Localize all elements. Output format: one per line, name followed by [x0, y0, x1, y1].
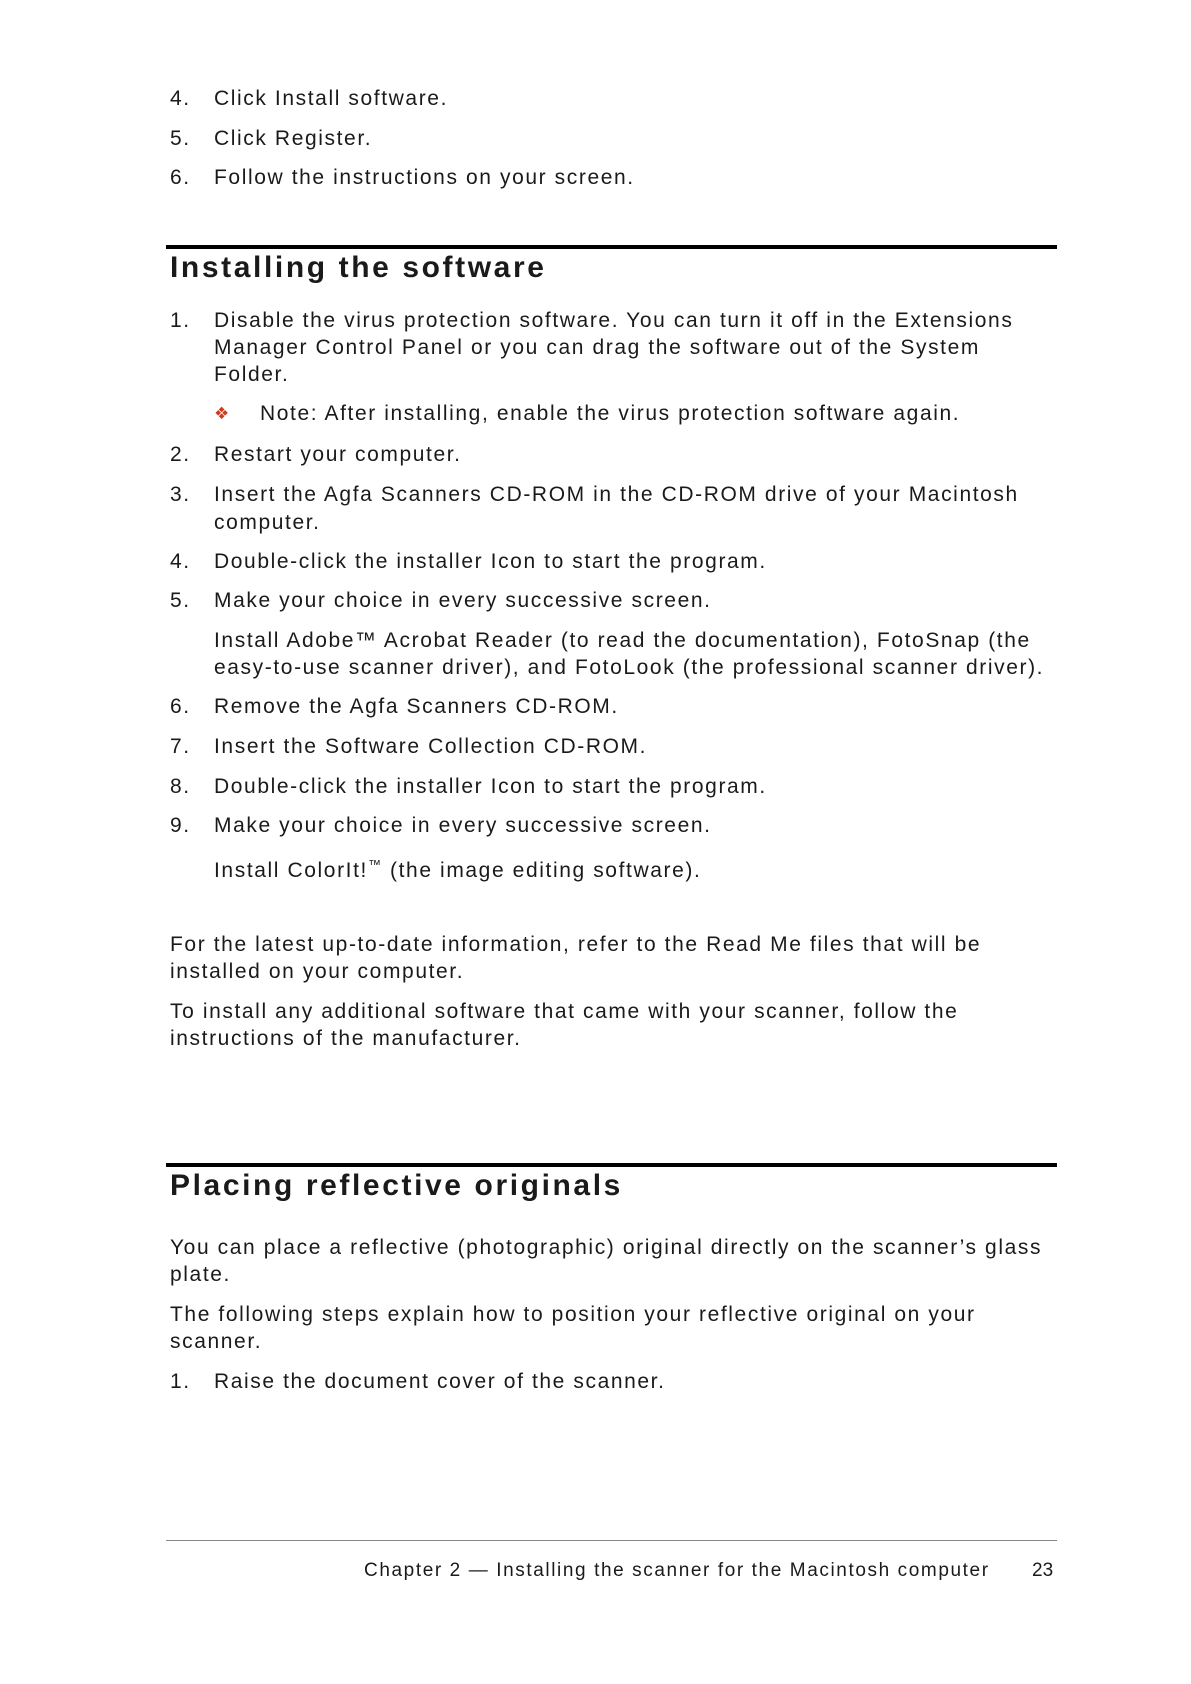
section-heading-placing: Placing reflective originals — [170, 1169, 623, 1202]
step-text-continued: Folder. — [214, 363, 290, 386]
detail-pre: Install ColorIt! — [214, 859, 368, 882]
step-number: 4. — [170, 87, 191, 110]
note-text: Note: After installing, enable the virus protection software again. — [260, 402, 961, 425]
step-number: 4. — [170, 550, 191, 573]
step-text: Restart your computer. — [214, 443, 462, 466]
paragraph-continued: plate. — [170, 1263, 231, 1286]
section-rule — [166, 245, 1057, 249]
paragraph-continued: installed on your computer. — [170, 960, 465, 983]
section-rule — [166, 1163, 1057, 1167]
paragraph-continued: scanner. — [170, 1330, 263, 1353]
step-text: Make your choice in every successive screen. — [214, 814, 712, 837]
paragraph: For the latest up-to-date information, refer to the Read Me files that will be — [170, 933, 982, 956]
step-text: Remove the Agfa Scanners CD-ROM. — [214, 695, 619, 718]
step-number: 9. — [170, 814, 191, 837]
footer-chapter-title: Chapter 2 — Installing the scanner for the Macintosh computer — [364, 1560, 990, 1581]
trademark-mark: ™ — [367, 857, 383, 872]
step-text: Double-click the installer Icon to start the program. — [214, 550, 767, 573]
step-text: Follow the instructions on your screen. — [214, 166, 635, 189]
step-number: 3. — [170, 483, 191, 506]
step-number: 5. — [170, 127, 191, 150]
diamond-bullet-icon: ❖ — [214, 404, 230, 423]
step-detail — [214, 851, 701, 884]
step-text: Disable the virus protection software. You can turn it off in the Extensions — [214, 309, 1014, 332]
step-text: Raise the document cover of the scanner. — [214, 1370, 666, 1393]
step-text: Insert the Agfa Scanners CD-ROM in the CD-ROM drive of your Macintosh — [214, 483, 1019, 506]
step-text: Double-click the installer Icon to start the program. — [214, 775, 767, 798]
step-number: 6. — [170, 695, 191, 718]
step-detail-continued: easy-to-use scanner driver), and FotoLook (the professional scanner driver). — [214, 656, 1045, 679]
step-number: 7. — [170, 735, 191, 758]
step-text: Click Register. — [214, 127, 373, 150]
step-detail: Install Adobe™ Acrobat Reader (to read the documentation), FotoSnap (the — [214, 629, 1031, 652]
paragraph: To install any additional software that came with your scanner, follow the — [170, 1000, 959, 1023]
step-text: Click Install software. — [214, 87, 449, 110]
section-heading-installing: Installing the software — [170, 251, 547, 284]
step-number: 1. — [170, 309, 191, 332]
page-number: 23 — [1032, 1560, 1054, 1581]
paragraph-continued: instructions of the manufacturer. — [170, 1027, 522, 1050]
detail-post: (the image editing software). — [382, 859, 702, 882]
step-number: 5. — [170, 589, 191, 612]
step-text: Insert the Software Collection CD-ROM. — [214, 735, 648, 758]
step-number: 2. — [170, 443, 191, 466]
step-number: 6. — [170, 166, 191, 189]
step-text-continued: Manager Control Panel or you can drag the software out of the System — [214, 336, 980, 359]
step-text-continued: computer. — [214, 511, 321, 534]
paragraph: The following steps explain how to position your reflective original on your — [170, 1303, 976, 1326]
step-number: 8. — [170, 775, 191, 798]
footer-rule — [166, 1540, 1057, 1541]
step-text: Make your choice in every successive screen. — [214, 589, 712, 612]
step-number: 1. — [170, 1370, 191, 1393]
paragraph: You can place a reflective (photographic) original directly on the scanner’s glass — [170, 1236, 1043, 1259]
